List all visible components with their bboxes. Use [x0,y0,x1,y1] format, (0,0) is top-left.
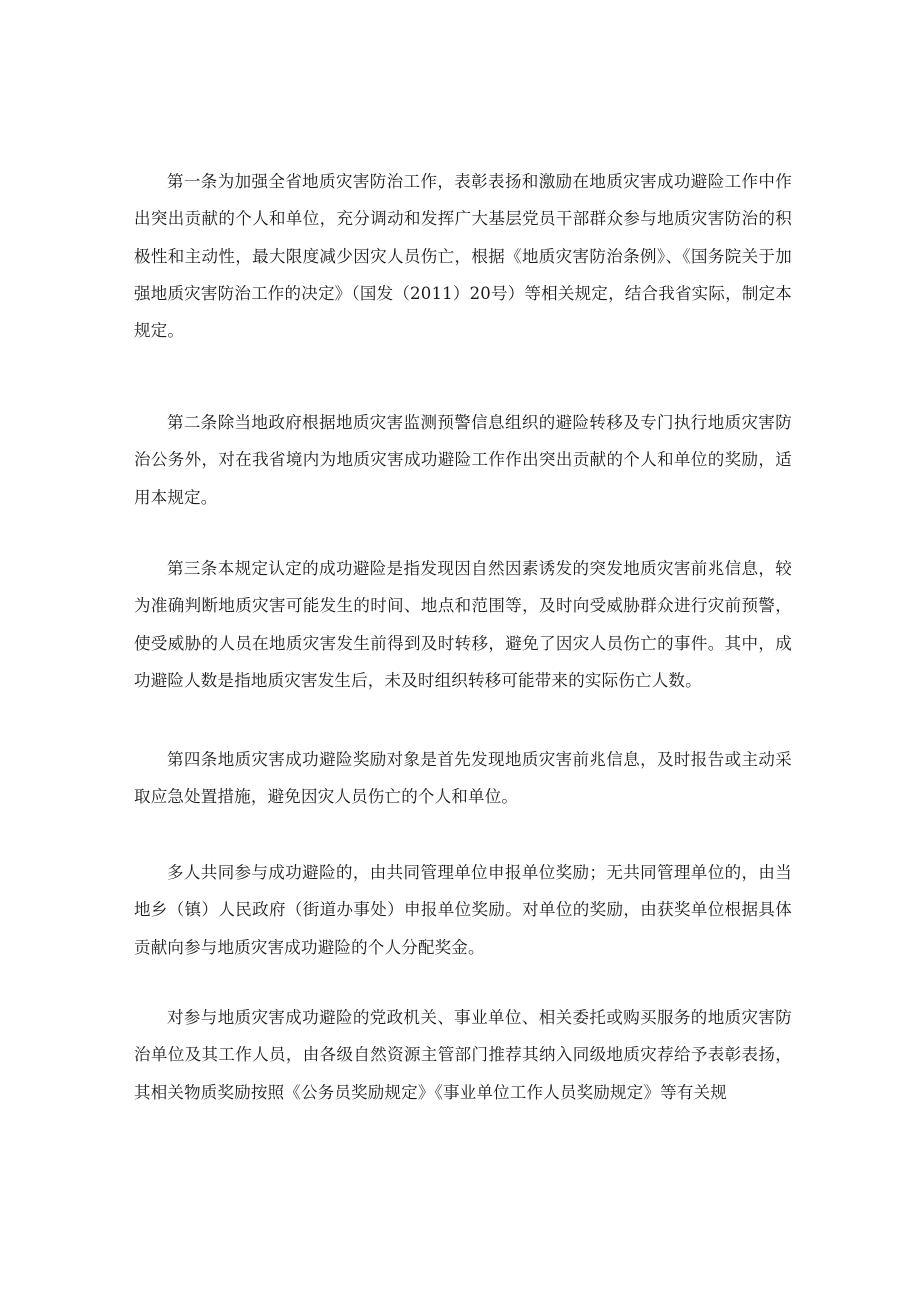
government-units-paragraph: 对参与地质灾害成功避险的党政机关、事业单位、相关委托或购买服务的地质灾害防治单位及其工作人员，由各级自然资源主管部门推荐其纳入同级地质灾荐给予表彰表扬，其相关物质奖励按照《公务员奖励规定》《事业单位工作人员奖励规定》等有关规 [134,1008,792,1102]
article-4-paragraph: 第四条地质灾害成功避险奖励对象是首先发现地质灾害前兆信息，及时报告或主动采取应急处置措施，避免因灾人员伤亡的个人和单位。 [134,750,792,807]
article-2-paragraph: 第二条除当地政府根据地质灾害监测预警信息组织的避险转移及专门执行地质灾害防治公务外，对在我省境内为地质灾害成功避险工作作出突出贡献的个人和单位的奖励，适用本规定。 [134,413,792,507]
article-3-paragraph: 第三条本规定认定的成功避险是指发现因自然因素诱发的突发地质灾害前兆信息，较为准确判断地质灾害可能发生的时间、地点和范围等，及时向受威胁群众进行灾前预警，使受威胁的人员在地质灾害发生前得到及时转移，避免了因灾人员伤亡的事件。其中，成功避险人数是指地质灾害发生后，未及时组织转移可能带来的实际伤亡人数。 [134,559,792,690]
joint-avoidance-paragraph: 多人共同参与成功避险的，由共同管理单位申报单位奖励；无共同管理单位的，由当地乡（镇）人民政府（街道办事处）申报单位奖励。对单位的奖励，由获奖单位根据具体贡献向参与地质灾害成功避险的个人分配奖金。 [134,863,792,957]
article-1-paragraph: 第一条为加强全省地质灾害防治工作，表彰表扬和激励在地质灾害成功避险工作中作出突出贡献的个人和单位，充分调动和发挥广大基层党员干部群众参与地质灾害防治的积极性和主动性，最大限度减少因灾人员伤亡，根据《地质灾害防治条例》、《国务院关于加强地质灾害防治工作的决定》（国发（2011）20号）等相关规定，结合我省实际，制定本规定。 [134,172,792,341]
